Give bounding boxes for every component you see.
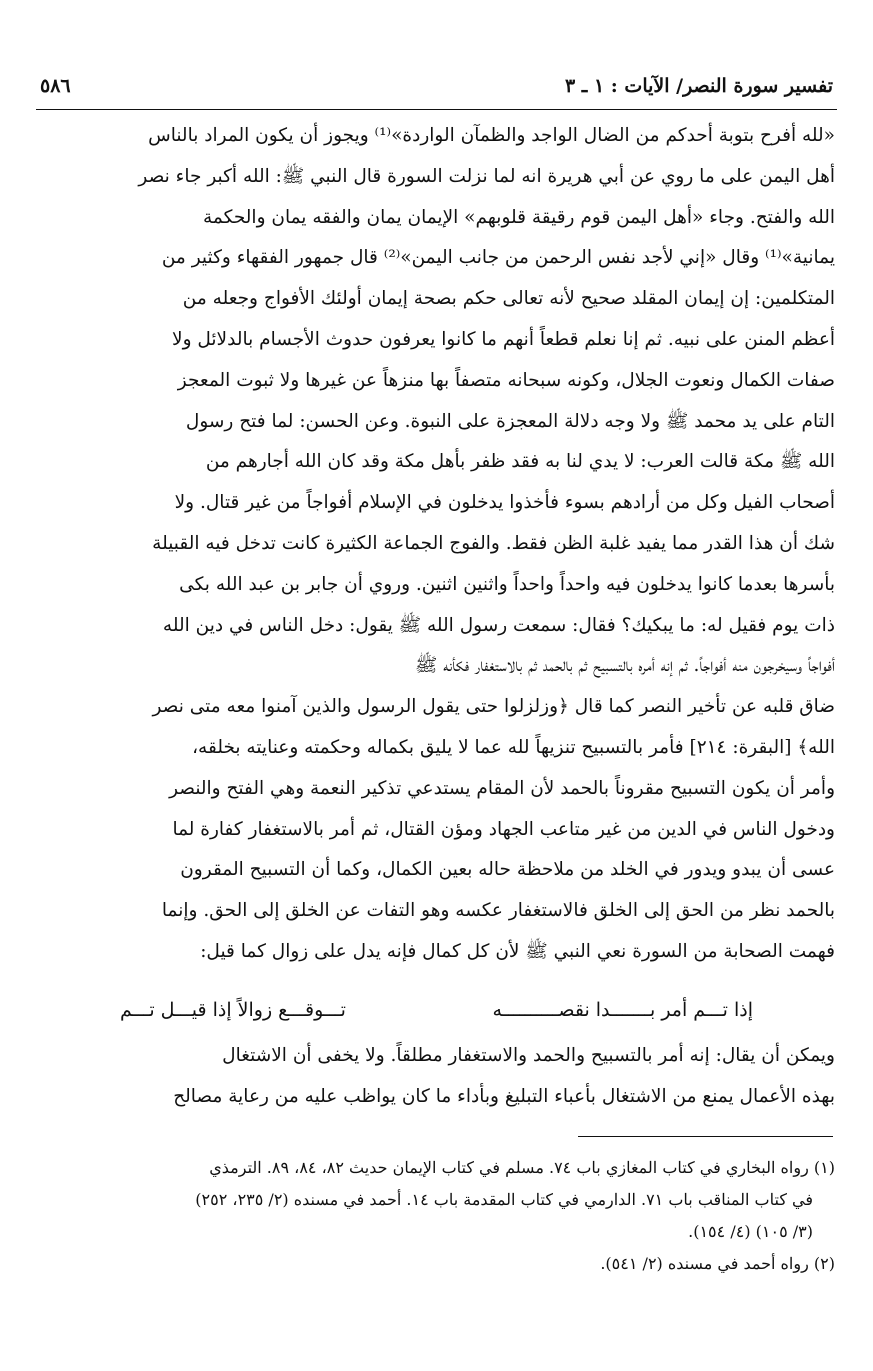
header-divider — [36, 109, 837, 110]
text-line: أهل اليمن على ما روي عن أبي هريرة انه لما نزلت السورة قال النبي ﷺ: الله أكبر جاء نصر — [138, 165, 835, 187]
text-line: يمانية»⁽¹⁾ وقال «إني لأجد نفس الرحمن من جانب اليمن»⁽²⁾ قال جمهور الفقهاء وكثير من — [161, 247, 835, 269]
page-number: ٥٨٦ — [40, 75, 71, 97]
text-line: بهذه الأعمال يمنع من الاشتغال بأعباء التبليغ وبأداء ما كان يواظب عليه من رعاية مصالح — [173, 1085, 835, 1107]
poem-hemistich-first: إذا تـــم أمر بـــــــدا نقصــــــــــه — [492, 999, 753, 1021]
poem-verse — [120, 985, 753, 1035]
text-line: المتكلمين: إن إيمان المقلد صحيح لأنه تعالى حكم بصحة إيمان أولئك الأفواج وجعله من — [182, 288, 835, 310]
text-line: أفواجاً وسيخرجون منه أفواجاً. ثم إنه أمره بالتسبيح ثم بالحمد ثم بالاستغفار فكأنه ﷺ — [415, 655, 835, 677]
text-line: أصحاب الفيل وكل من أرادهم بسوء فأخذوا يدخلون في الإسلام أفواجاً من غير قتال. ولا — [174, 492, 835, 514]
text-line: الله ﷺ مكة قالت العرب: لا يدي لنا به فقد ظفر بأهل مكة وقد كان الله أجارهم من — [205, 451, 835, 473]
text-line: وأمر أن يكون التسبيح مقروناً بالحمد لأن المقام يستدعي تذكير النعمة وهي الفتح والنصر — [169, 777, 835, 799]
text-line: الله والفتح. وجاء «أهل اليمن قوم رقيقة قلوبهم» الإيمان يمان والفقه يمان والحكمة — [203, 206, 835, 228]
text-line: «لله أفرح بتوبة أحدكم من الضال الواجد والظمآن الواردة»⁽¹⁾ ويجوز أن يكون المراد بالناس — [148, 125, 835, 146]
main-text-continued — [40, 1036, 835, 1118]
text-line: ضاق قلبه عن تأخير النصر كما قال ﴿وزلزلوا حتى يقول الرسول والذين آمنوا معه متى نصر — [152, 696, 835, 718]
text-line: شك أن هذا القدر مما يفيد غلبة الظن فقط. والفوج الجماعة الكثيرة كانت تدخل فيه القبيلة — [152, 532, 835, 554]
text-line: عسى أن يبدو ويدور في الخلد من ملاحظة حاله بعين الكمال، وكما أن التسبيح المقرون — [180, 859, 835, 881]
text-line: الله﴾ [البقرة: ٢١٤] فأمر بالتسبيح تنزيهاً لله عما لا يليق بكماله وحكمته وعنايته بخلقه، — [192, 736, 835, 758]
text-line: بالحمد نظر من الحق إلى الخلق فالاستغفار عكسه وهو التفات عن الخلق إلى الحق. وإنما — [161, 900, 835, 922]
footnotes — [40, 1152, 835, 1280]
footnote-line: (٢) رواه أحمد في مسنده (٢/ ٥٤١). — [600, 1254, 835, 1273]
poem-hemistich-second: تـــوقـــع زوالاً إذا قيـــل تـــم — [120, 999, 346, 1021]
page-header — [40, 68, 833, 104]
main-text — [40, 116, 835, 973]
text-line: ويمكن أن يقال: إنه أمر بالتسبيح والحمد والاستغفار مطلقاً. ولا يخفى أن الاشتغال — [222, 1045, 835, 1066]
text-line: التام على يد محمد ﷺ ولا وجه دلالة المعجزة على النبوة. وعن الحسن: لما فتح رسول — [185, 410, 835, 432]
text-line: ودخول الناس في الدين من غير متاعب الجهاد ومؤن القتال، ثم أمر بالاستغفار كفارة لما — [172, 818, 835, 840]
running-title: تفسير سورة النصر/ الآيات : ١ ـ ٣ — [564, 75, 833, 97]
text-line: فهمت الصحابة من السورة نعي النبي ﷺ لأن كل كمال فإنه يدل على زوال كما قيل: — [200, 940, 835, 962]
footnote-line: في كتاب المناقب باب ٧١. الدارمي في كتاب المقدمة باب ١٤. أحمد في مسنده (٢/ ٢٣٥، ٢٥٢) — [195, 1190, 813, 1209]
text-line: أعظم المنن على نبيه. ثم إنا نعلم قطعاً أنهم ما كانوا يعرفون حدوث الأجسام بالدلائل ولا — [172, 328, 835, 350]
footnote-line: (٣/ ١٠٥) (٤/ ١٥٤). — [688, 1222, 813, 1241]
text-line: ذات يوم فقيل له: ما يبكيك؟ فقال: سمعت رسول الله ﷺ يقول: دخل الناس في دين الله — [162, 614, 835, 636]
footnote-line: (١) رواه البخاري في كتاب المغازي باب ٧٤. مسلم في كتاب الإيمان حديث ٨٢، ٨٤، ٨٩. الترمذي — [209, 1158, 835, 1177]
text-line: بأسرها بعدما كانوا يدخلون فيه واحداً واحداً واثنين اثنين. وروي أن جابر بن عبد الله بكى — [179, 573, 835, 595]
text-line: صفات الكمال ونعوت الجلال، وكونه سبحانه متصفاً بها منزهاً عن غيرها ولا ثبوت المعجز — [177, 369, 835, 391]
footnote-divider — [578, 1136, 833, 1137]
